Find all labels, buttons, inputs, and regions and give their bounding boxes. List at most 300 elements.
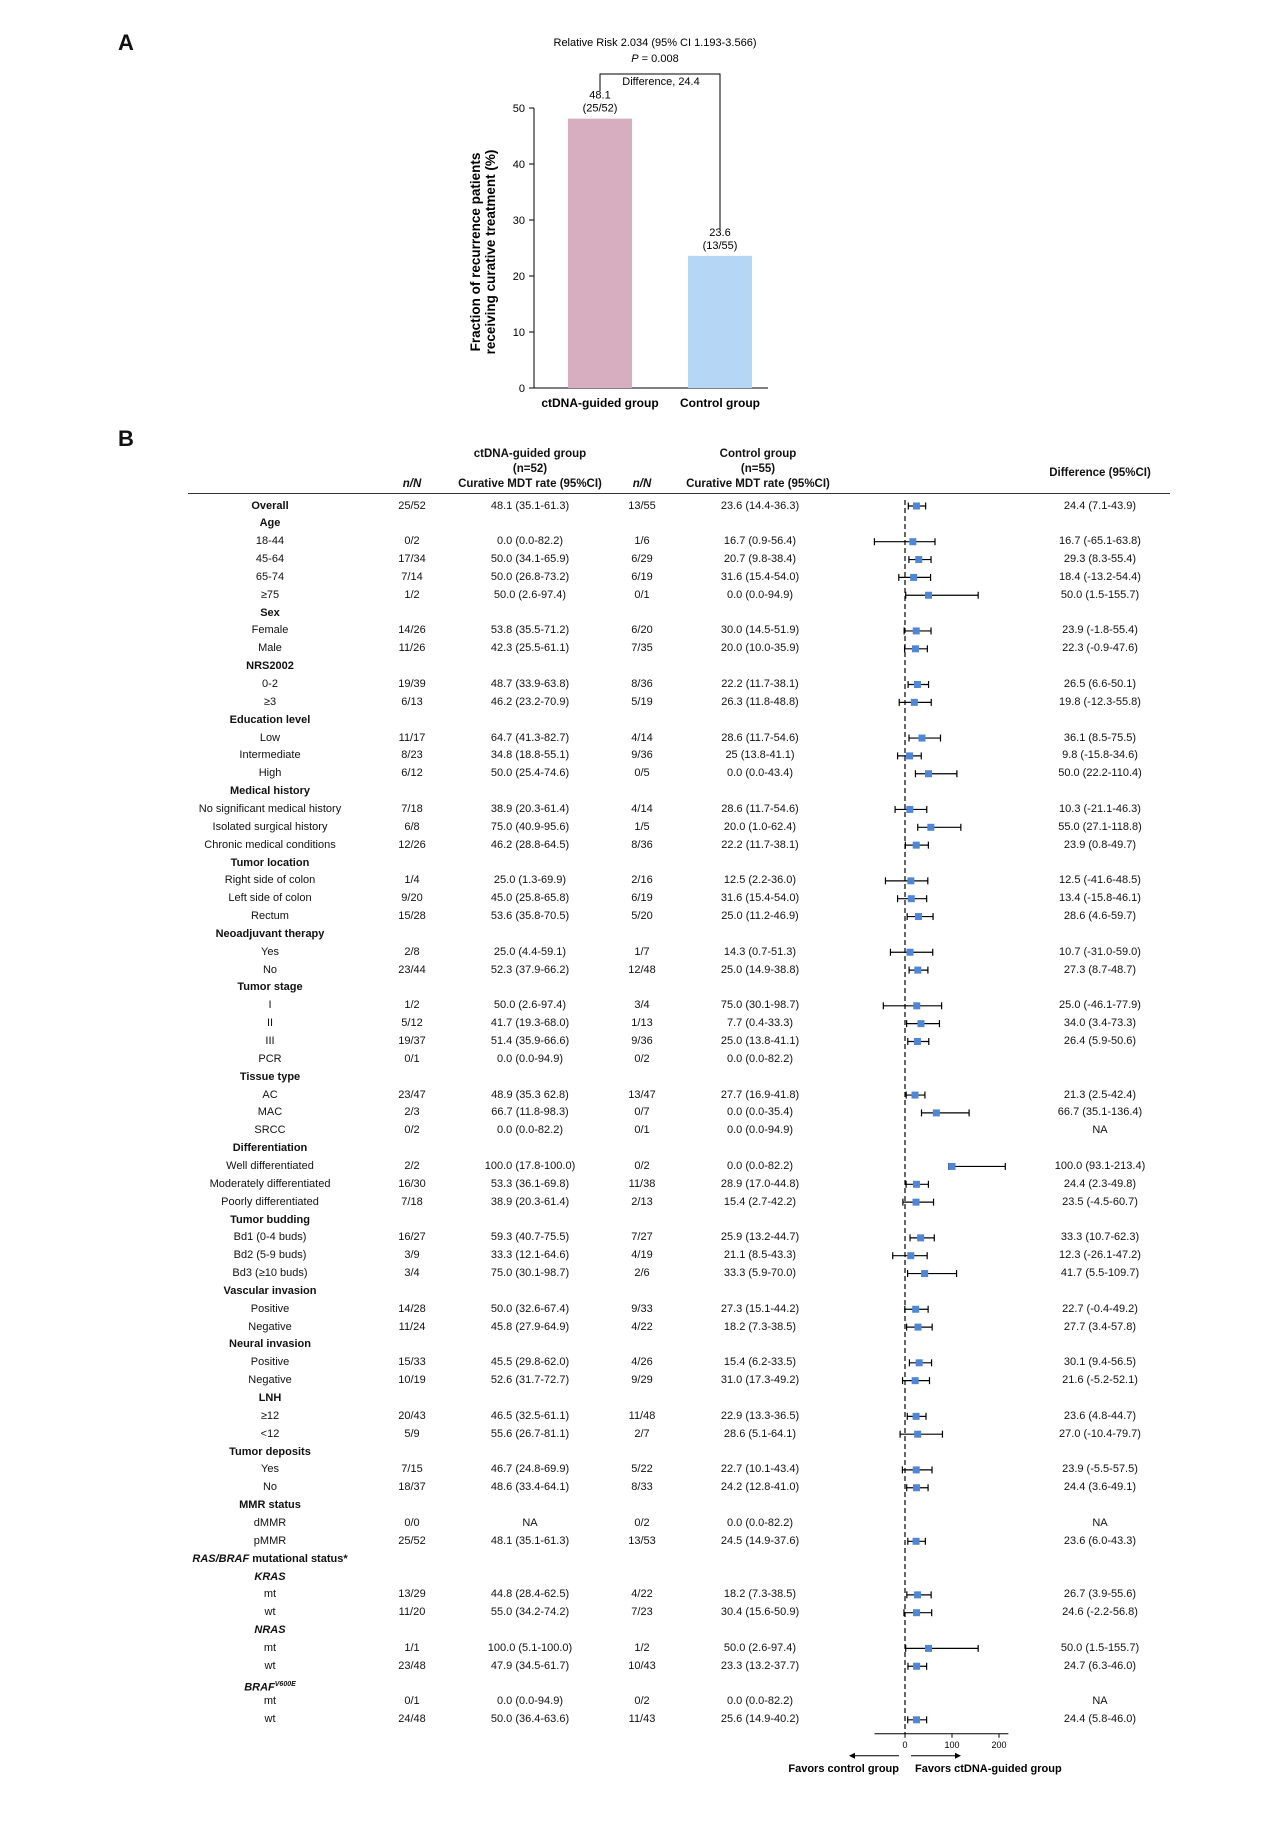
row-label-text: High	[258, 767, 282, 780]
difference-cell: 19.8 (-12.3-55.8)	[1059, 695, 1141, 708]
ctdna-n-cell: 7/14	[401, 570, 423, 583]
control-n-cell: 9/36	[631, 1035, 653, 1047]
bar-count-label: (13/55)	[702, 239, 738, 252]
point-estimate	[915, 913, 922, 920]
difference-cell: 23.9 (-1.8-55.4)	[1062, 624, 1138, 637]
control-rate-cell: 16.7 (0.9-56.4)	[723, 535, 797, 548]
ctdna-n-cell: 10/19	[398, 1374, 426, 1387]
row-label-text: ≥12	[260, 1409, 280, 1422]
control-rate-cell: 24.5 (14.9-37.6)	[720, 1534, 800, 1547]
control-n-cell: 4/26	[631, 1356, 653, 1369]
row-label-text: 18-44	[255, 535, 285, 548]
ctdna-n-cell: 2/3	[404, 1106, 420, 1119]
x-tick-label: Control group	[680, 396, 760, 410]
difference-cell: 12.5 (-41.6-48.5)	[1059, 874, 1141, 887]
row-label-text: Yes	[261, 1463, 279, 1476]
point-estimate	[908, 895, 915, 902]
y-tick-label: 50	[512, 103, 525, 115]
control-rate-cell: 0.0 (0.0-82.2)	[726, 1159, 794, 1172]
x-tick-label: ctDNA-guided group	[541, 396, 659, 410]
control-n-cell: 13/55	[628, 499, 656, 512]
ctdna-rate-cell: 75.0 (30.1-98.7)	[490, 1267, 570, 1280]
point-estimate	[914, 1038, 921, 1045]
ctdna-rate-cell: 50.0 (2.6-97.4)	[493, 588, 567, 601]
control-n-cell: 3/4	[634, 999, 650, 1012]
control-rate-cell: 25.0 (13.8-41.1)	[720, 1035, 800, 1047]
bar-value-label: 23.6	[709, 226, 731, 239]
ctdna-n-cell: 0/2	[404, 1124, 420, 1137]
control-rate-cell: 25.0 (14.9-38.8)	[720, 963, 800, 976]
control-rate-cell: 25.0 (11.2-46.9)	[721, 910, 799, 923]
control-rate-cell: 27.7 (16.9-41.8)	[720, 1088, 800, 1101]
difference-cell: 28.6 (4.6-59.7)	[1063, 910, 1137, 923]
control-n-cell: 11/48	[628, 1409, 656, 1422]
row-label-text: Positive	[250, 1356, 290, 1369]
row-label-text: Overall	[251, 499, 289, 512]
ctdna-n-cell: 6/12	[401, 767, 423, 780]
difference-header: Difference (95%CI)	[1049, 467, 1151, 479]
point-estimate	[909, 538, 916, 545]
control-n-cell: 4/22	[631, 1320, 653, 1333]
ctdna-rate-cell: 41.7 (19.3-68.0)	[490, 1017, 570, 1030]
y-tick-label: 0	[518, 383, 525, 395]
difference-annotation: Difference, 24.4	[622, 76, 700, 88]
row-label-text: Vascular invasion	[223, 1284, 317, 1297]
ctdna-n-cell: 0/2	[404, 535, 420, 548]
ctdna-rate-cell: 38.9 (20.3-61.4)	[490, 1195, 570, 1208]
control-n-cell: 1/2	[634, 1641, 650, 1654]
control-rate-cell: 28.6 (11.7-54.6)	[721, 731, 799, 744]
ctdna-rate-cell: 55.6 (26.7-81.1)	[490, 1427, 570, 1440]
control-n-cell: 2/7	[634, 1427, 650, 1440]
point-estimate	[917, 1234, 924, 1241]
row-label-text: Female	[251, 624, 289, 637]
ctdna-rate-cell: 53.3 (36.1-69.8)	[490, 1177, 570, 1190]
ctdna-rate-cell: 64.7 (41.3-82.7)	[490, 731, 570, 744]
ctdna-n-cell: 2/8	[404, 945, 420, 958]
control-n-cell: 0/2	[634, 1159, 650, 1172]
difference-cell: 23.5 (-4.5-60.7)	[1062, 1195, 1138, 1208]
ctdna-rate-cell: 46.7 (24.8-69.9)	[490, 1463, 570, 1476]
ctdna-rate-cell: 50.0 (36.4-63.6)	[490, 1713, 570, 1726]
ctdna-rate-cell: 100.0 (5.1-100.0)	[487, 1641, 573, 1654]
ctdna-rate-cell: 45.5 (29.8-62.0)	[490, 1356, 570, 1369]
control-rate-cell: 0.0 (0.0-82.2)	[726, 1695, 794, 1708]
difference-cell: 16.7 (-65.1-63.8)	[1059, 535, 1141, 548]
arrow-right-head	[955, 1753, 961, 1759]
ctdna-group-n: (n=52)	[512, 463, 548, 475]
row-label-text: PCR	[258, 1052, 282, 1065]
control-rate-cell: 0.0 (0.0-82.2)	[726, 1516, 794, 1529]
row-label-text: Sex	[260, 606, 280, 619]
ctdna-n-cell: 1/1	[404, 1641, 420, 1654]
row-label-text: Well differentiated	[226, 1159, 314, 1172]
point-estimate	[925, 592, 932, 599]
control-rate-cell: 14.3 (0.7-51.3)	[723, 945, 797, 958]
control-rate-cell: 18.2 (7.3-38.5)	[723, 1320, 797, 1333]
difference-cell: 23.6 (4.8-44.7)	[1063, 1409, 1137, 1422]
row-label-text: Tumor budding	[230, 1213, 310, 1226]
row-label-text: MAC	[257, 1106, 283, 1119]
ctdna-n-cell: 25/52	[398, 1534, 426, 1547]
ctdna-rate-cell: 48.9 (35.3 62.8)	[491, 1088, 569, 1101]
row-label-text: <12	[260, 1427, 280, 1440]
difference-cell: 34.0 (3.4-73.3)	[1063, 1017, 1137, 1030]
difference-cell: 50.0 (1.5-155.7)	[1060, 1641, 1140, 1654]
point-estimate	[906, 752, 913, 759]
y-tick-label: 10	[512, 327, 525, 339]
difference-cell: 24.6 (-2.2-56.8)	[1062, 1606, 1138, 1619]
row-label-text: ≥3	[263, 695, 277, 708]
point-estimate	[907, 949, 914, 956]
difference-cell: 100.0 (93.1-213.4)	[1054, 1159, 1146, 1172]
row-label-text: Moderately differentiated	[209, 1177, 331, 1190]
control-rate-cell: 27.3 (15.1-44.2)	[720, 1302, 800, 1315]
ctdna-rate-cell: 50.0 (32.6-67.4)	[490, 1302, 570, 1315]
ctdna-rate-cell: 75.0 (40.9-95.6)	[490, 820, 570, 833]
ctdna-rate-cell: 55.0 (34.2-74.2)	[490, 1606, 570, 1619]
control-n-cell: 4/22	[631, 1588, 653, 1601]
ctdna-n-cell: 1/4	[404, 874, 420, 887]
control-n-cell: 0/7	[634, 1106, 650, 1119]
ctdna-rate-cell: 34.8 (18.8-55.1)	[490, 749, 570, 762]
control-n-cell: 6/19	[631, 892, 653, 905]
point-estimate	[918, 735, 925, 742]
control-n-cell: 7/35	[631, 642, 653, 655]
ctdna-rate-cell: 46.2 (28.8-64.5)	[490, 838, 570, 851]
row-label-text: Low	[259, 731, 281, 744]
bar-count-label: (25/52)	[582, 102, 618, 115]
row-label-text: Left side of colon	[228, 892, 312, 905]
point-estimate	[925, 770, 932, 777]
control-n-cell: 13/47	[628, 1088, 656, 1101]
row-label-text: II	[266, 1017, 274, 1030]
control-rate-cell: 18.2 (7.3-38.5)	[723, 1588, 797, 1601]
difference-cell: 13.4 (-15.8-46.1)	[1059, 892, 1141, 905]
difference-cell: NA	[1092, 1516, 1108, 1529]
point-estimate	[907, 1252, 914, 1259]
row-label-text: I	[268, 999, 272, 1012]
row-label-text: Bd3 (≥10 buds)	[232, 1267, 308, 1280]
ctdna-rate-cell: 45.0 (25.8-65.8)	[490, 892, 570, 905]
ctdna-n-cell: 12/26	[398, 838, 426, 851]
control-rate-cell: 15.4 (6.2-33.5)	[723, 1356, 797, 1369]
row-label-text: BRAF	[244, 1681, 275, 1694]
control-rate-cell: 30.0 (14.5-51.9)	[720, 624, 800, 637]
row-label-text: 0-2	[262, 678, 278, 690]
point-estimate	[913, 503, 920, 510]
point-estimate	[910, 574, 917, 581]
point-estimate	[906, 806, 913, 813]
control-rate-cell: 28.6 (11.7-54.6)	[721, 802, 799, 815]
difference-cell: 21.6 (-5.2-52.1)	[1062, 1374, 1138, 1387]
point-estimate	[912, 1092, 919, 1099]
control-n-cell: 9/33	[631, 1302, 653, 1315]
ctdna-rate-cell: 47.9 (34.5-61.7)	[490, 1659, 570, 1672]
control-n-cell: 2/16	[631, 874, 653, 887]
control-rate-cell: 20.0 (10.0-35.9)	[720, 642, 800, 655]
point-estimate	[912, 1377, 919, 1384]
ctdna-n-cell: 16/27	[398, 1231, 426, 1244]
ctdna-group-title: ctDNA-guided group	[473, 448, 587, 460]
ctdna-rate-cell: 53.8 (35.5-71.2)	[490, 624, 570, 637]
difference-cell: 29.3 (8.3-55.4)	[1063, 553, 1137, 566]
row-label-text: pMMR	[253, 1534, 287, 1547]
point-estimate	[927, 824, 934, 831]
ctdna-rate-cell: 66.7 (11.8-98.3)	[491, 1106, 569, 1119]
control-group-title: Control group	[719, 448, 797, 460]
point-estimate	[913, 1484, 920, 1491]
control-rate-cell: 0.0 (0.0-94.9)	[726, 1124, 794, 1137]
row-label-text: mt	[263, 1641, 277, 1654]
difference-cell: 27.3 (8.7-48.7)	[1063, 963, 1137, 976]
control-rate-cell: 50.0 (2.6-97.4)	[723, 1641, 797, 1654]
difference-cell: 23.9 (-5.5-57.5)	[1062, 1463, 1138, 1476]
ctdna-rate-cell: 0.0 (0.0-82.2)	[496, 535, 564, 548]
point-estimate	[916, 1359, 923, 1366]
point-estimate	[913, 1466, 920, 1473]
difference-cell: 23.9 (0.8-49.7)	[1063, 838, 1137, 851]
control-rate-cell: 31.6 (15.4-54.0)	[720, 892, 800, 905]
row-label-text: LNH	[258, 1392, 282, 1404]
difference-cell: 21.3 (2.5-42.4)	[1063, 1088, 1137, 1101]
row-label-text: NRS2002	[246, 660, 294, 673]
control-n-cell: 6/19	[631, 570, 653, 583]
ctdna-rate-cell: 42.3 (25.5-61.1)	[490, 642, 570, 655]
difference-cell: 22.3 (-0.9-47.6)	[1062, 642, 1138, 655]
point-estimate	[914, 1591, 921, 1598]
control-n-cell: 10/43	[628, 1659, 656, 1672]
relative-risk-annotation: Relative Risk 2.034 (95% CI 1.193-3.566)	[553, 37, 757, 49]
ctdna-n-cell: 5/9	[404, 1427, 420, 1440]
row-label-text: Negative	[248, 1374, 292, 1387]
point-estimate	[913, 1181, 920, 1188]
difference-cell: 26.5 (6.6-50.1)	[1063, 678, 1137, 690]
ctdna-n-cell: 5/12	[401, 1017, 423, 1030]
row-label-text: mt	[263, 1588, 277, 1601]
ctdna-rate-cell: 0.0 (0.0-82.2)	[496, 1124, 564, 1137]
difference-cell: 26.7 (3.9-55.6)	[1063, 1588, 1137, 1601]
row-label-text: 45-64	[255, 553, 285, 566]
ctdna-rate-cell: 46.2 (23.2-70.9)	[490, 695, 570, 708]
ctdna-rate-cell: 48.1 (35.1-61.3)	[490, 499, 570, 512]
control-rate-cell: 26.3 (11.8-48.8)	[721, 695, 799, 708]
difference-cell: 50.0 (1.5-155.7)	[1060, 588, 1140, 601]
control-n-cell: 0/1	[634, 588, 650, 601]
ctdna-n-cell: 3/4	[404, 1267, 420, 1280]
row-label-text: Negative	[248, 1320, 292, 1333]
control-rate-cell: 0.0 (0.0-82.2)	[726, 1052, 794, 1065]
row-label-text: III	[265, 1035, 275, 1047]
row-label-text: Bd1 (0-4 buds)	[233, 1231, 307, 1244]
control-rate-cell: 20.0 (1.0-62.4)	[723, 820, 797, 833]
nn-header-control: n/N	[632, 478, 652, 490]
control-rate-cell: 7.7 (0.4-33.3)	[726, 1017, 794, 1030]
control-rate-cell: 25.6 (14.9-40.2)	[720, 1713, 800, 1726]
difference-cell: 26.4 (5.9-50.6)	[1063, 1035, 1137, 1047]
ctdna-n-cell: 2/2	[404, 1159, 420, 1172]
ctdna-n-cell: 1/2	[404, 588, 420, 601]
row-label-text: Chronic medical conditions	[204, 838, 336, 851]
nn-header-ctdna: n/N	[402, 478, 422, 490]
point-estimate	[921, 1270, 928, 1277]
control-n-cell: 11/38	[628, 1177, 656, 1190]
difference-cell: 10.3 (-21.1-46.3)	[1059, 802, 1141, 815]
control-n-cell: 13/53	[628, 1534, 656, 1547]
ctdna-rate-cell: NA	[522, 1516, 538, 1529]
ctdna-group-rate-header: Curative MDT rate (95%CI)	[458, 478, 602, 490]
ctdna-rate-cell: 45.8 (27.9-64.9)	[490, 1320, 570, 1333]
row-label-text: KRAS	[254, 1570, 286, 1583]
control-n-cell: 5/22	[631, 1463, 653, 1476]
control-n-cell: 5/19	[631, 695, 653, 708]
point-estimate	[913, 1199, 920, 1206]
control-n-cell: 7/27	[631, 1231, 653, 1244]
control-rate-cell: 0.0 (0.0-43.4)	[726, 767, 794, 780]
ctdna-rate-cell: 50.0 (26.8-73.2)	[490, 570, 570, 583]
control-n-cell: 0/2	[634, 1695, 650, 1708]
row-label-text: RAS/BRAF	[192, 1552, 250, 1565]
ctdna-n-cell: 25/52	[398, 499, 426, 512]
difference-cell: 36.1 (8.5-75.5)	[1063, 731, 1137, 744]
control-n-cell: 1/13	[631, 1017, 653, 1030]
point-estimate	[912, 645, 919, 652]
point-estimate	[913, 1538, 920, 1545]
point-estimate	[914, 1431, 921, 1438]
row-label-text: Neoadjuvant therapy	[215, 927, 325, 940]
control-n-cell: 0/2	[634, 1516, 650, 1529]
control-n-cell: 4/14	[631, 802, 653, 815]
point-estimate	[913, 1413, 920, 1420]
ctdna-rate-cell: 50.0 (25.4-74.6)	[490, 767, 570, 780]
ctdna-n-cell: 16/30	[398, 1177, 426, 1190]
row-label-text: Medical history	[229, 785, 311, 798]
control-group-rate-header: Curative MDT rate (95%CI)	[686, 478, 830, 490]
ctdna-n-cell: 15/33	[398, 1356, 426, 1369]
ctdna-rate-cell: 50.0 (2.6-97.4)	[493, 999, 567, 1012]
ctdna-n-cell: 11/24	[398, 1320, 426, 1333]
ctdna-n-cell: 9/20	[401, 892, 423, 905]
control-rate-cell: 22.9 (13.3-36.5)	[720, 1409, 800, 1422]
point-estimate	[912, 1306, 919, 1313]
row-label-text: No	[262, 963, 278, 976]
ctdna-rate-cell: 33.3 (12.1-64.6)	[490, 1249, 570, 1262]
point-estimate	[911, 699, 918, 706]
control-rate-cell: 22.7 (10.1-43.4)	[720, 1463, 800, 1476]
row-label-text: wt	[264, 1659, 276, 1672]
control-rate-cell: 30.4 (15.6-50.9)	[720, 1606, 800, 1619]
control-rate-cell: 28.9 (17.0-44.8)	[720, 1177, 800, 1190]
row-label-suffix: mutational status*	[249, 1552, 348, 1565]
ctdna-rate-cell: 100.0 (17.8-100.0)	[484, 1159, 576, 1172]
ctdna-n-cell: 0/0	[404, 1516, 420, 1529]
ctdna-rate-cell: 44.8 (28.4-62.5)	[490, 1588, 570, 1601]
row-label-text: wt	[264, 1606, 276, 1619]
ctdna-rate-cell: 51.4 (35.9-66.6)	[490, 1035, 570, 1047]
difference-cell: 10.7 (-31.0-59.0)	[1059, 945, 1141, 958]
point-estimate	[933, 1109, 940, 1116]
ctdna-n-cell: 0/1	[404, 1052, 420, 1065]
ctdna-n-cell: 14/26	[398, 624, 426, 637]
ctdna-n-cell: 13/29	[398, 1588, 426, 1601]
control-n-cell: 5/20	[631, 910, 653, 923]
difference-cell: 27.0 (-10.4-79.7)	[1059, 1427, 1141, 1440]
row-label-text: Tissue type	[239, 1070, 301, 1083]
point-estimate	[913, 1663, 920, 1670]
ctdna-n-cell: 23/47	[398, 1088, 426, 1101]
ctdna-n-cell: 23/48	[398, 1659, 426, 1672]
control-n-cell: 9/29	[631, 1374, 653, 1387]
row-label-text: mt	[263, 1695, 277, 1708]
bar-value-label: 48.1	[589, 89, 611, 102]
row-label-text: wt	[264, 1713, 276, 1726]
ctdna-rate-cell: 48.6 (33.4-64.1)	[490, 1481, 570, 1494]
ctdna-n-cell: 3/9	[404, 1249, 420, 1262]
row-label-text: MMR status	[239, 1499, 301, 1512]
difference-cell: 24.7 (6.3-46.0)	[1063, 1659, 1137, 1672]
y-tick-label: 30	[512, 215, 525, 227]
control-n-cell: 11/43	[628, 1713, 656, 1726]
point-estimate	[914, 681, 921, 688]
ctdna-n-cell: 17/34	[398, 553, 426, 566]
difference-cell: 55.0 (27.1-118.8)	[1058, 820, 1142, 833]
p-value: = 0.008	[638, 53, 679, 65]
ctdna-rate-cell: 0.0 (0.0-94.9)	[496, 1052, 564, 1065]
row-label-text: SRCC	[254, 1124, 286, 1137]
panel-a-label: A	[118, 30, 134, 55]
ctdna-n-cell: 18/37	[398, 1481, 426, 1494]
point-estimate	[914, 967, 921, 974]
ctdna-n-cell: 11/26	[398, 642, 426, 655]
ctdna-n-cell: 23/44	[398, 963, 426, 976]
row-label-text: No	[262, 1481, 278, 1494]
ctdna-rate-cell: 53.6 (35.8-70.5)	[490, 910, 570, 923]
control-rate-cell: 23.6 (14.4-36.3)	[720, 499, 800, 512]
control-n-cell: 2/6	[634, 1267, 650, 1280]
control-rate-cell: 20.7 (9.8-38.4)	[723, 553, 797, 566]
control-n-cell: 6/29	[631, 553, 653, 566]
row-label-text: Isolated surgical history	[212, 820, 328, 833]
difference-cell: 22.7 (-0.4-49.2)	[1062, 1302, 1138, 1315]
control-rate-cell: 22.2 (11.7-38.1)	[721, 838, 799, 851]
control-group-n: (n=55)	[740, 463, 776, 475]
ctdna-n-cell: 7/18	[401, 802, 423, 815]
ctdna-n-cell: 24/48	[398, 1713, 426, 1726]
control-rate-cell: 28.6 (5.1-64.1)	[723, 1427, 797, 1440]
control-n-cell: 12/48	[628, 963, 656, 976]
y-tick-label: 40	[512, 159, 525, 171]
control-n-cell: 0/5	[634, 767, 650, 780]
ctdna-rate-cell: 50.0 (34.1-65.9)	[490, 553, 570, 566]
difference-cell: 23.6 (6.0-43.3)	[1063, 1534, 1137, 1547]
difference-cell: 30.1 (9.4-56.5)	[1063, 1356, 1137, 1369]
control-n-cell: 4/19	[631, 1249, 653, 1262]
difference-cell: 24.4 (7.1-43.9)	[1063, 499, 1137, 512]
ctdna-n-cell: 8/23	[401, 749, 423, 762]
row-label-text: dMMR	[253, 1516, 287, 1529]
control-rate-cell: 31.6 (15.4-54.0)	[720, 570, 800, 583]
control-n-cell: 6/20	[631, 624, 653, 637]
row-label-text: AC	[262, 1088, 278, 1101]
ctdna-n-cell: 14/28	[398, 1302, 426, 1315]
control-n-cell: 1/6	[634, 535, 650, 548]
control-rate-cell: 21.1 (8.5-43.3)	[723, 1249, 797, 1262]
ctdna-n-cell: 7/18	[401, 1195, 423, 1208]
control-rate-cell: 12.5 (2.2-36.0)	[723, 874, 797, 887]
row-label-text: Differentiation	[232, 1142, 308, 1155]
point-estimate	[915, 1324, 922, 1331]
favors-control-label: Favors control group	[788, 1762, 899, 1775]
